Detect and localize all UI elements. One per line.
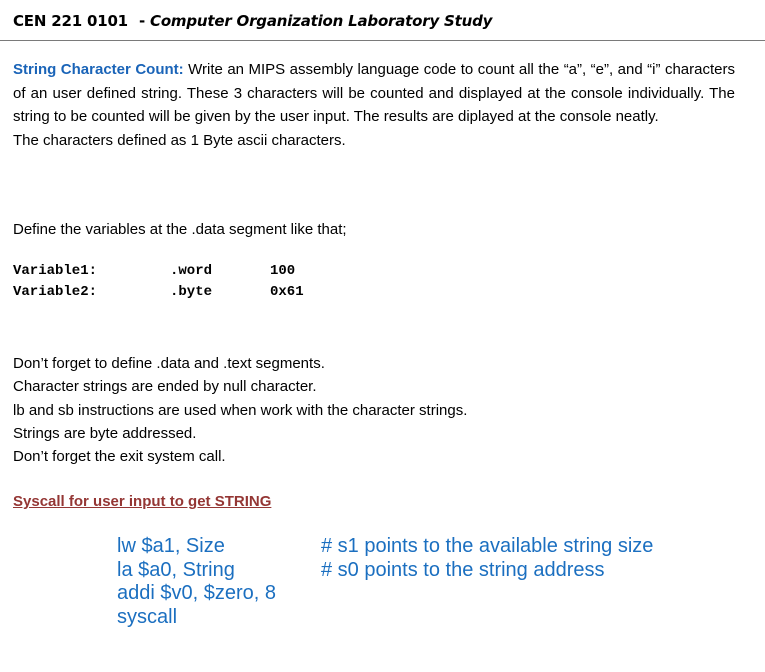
code-instruction: addi $v0, $zero, 8 (117, 582, 276, 604)
note-item: Character strings are ended by null character. (13, 378, 317, 396)
variable-value: 100 (270, 263, 296, 279)
code-line (117, 535, 654, 559)
intro-body: Write an MIPS assembly language code to count all the “a”, “e”, and “i” characters of an user defined string. These 3 characters will be counted and displayed at the console individually. The string to be counted will be given by the user input. The results are diplayed at the console neatly. (13, 61, 735, 125)
note-item: Don’t forget the exit system call. (13, 448, 226, 466)
code-instruction: syscall (117, 605, 178, 628)
syscall-code-block (117, 535, 654, 629)
variable-name: Variable2: (13, 284, 98, 300)
syscall-heading: Syscall for user input to get STRING (13, 493, 272, 510)
page-title (13, 12, 492, 30)
define-instruction: Define the variables at the .data segment like that; (13, 221, 347, 238)
course-code: CEN 221 0101 (13, 12, 128, 30)
note-item: lb and sb instructions are used when work with the character strings. (13, 401, 468, 419)
note-item: Strings are byte addressed. (13, 424, 197, 442)
note-item: Don’t forget to define .data and .text segments. (13, 355, 325, 372)
variable-type: .word (170, 263, 213, 279)
code-line (117, 606, 276, 630)
notes-list (13, 352, 467, 468)
code-line (117, 558, 605, 583)
header-divider (0, 40, 765, 41)
intro-heading: String Character Count: (13, 61, 184, 78)
course-title: Computer Organization Laboratory Study (150, 12, 493, 30)
variable-name: Variable1: (13, 263, 98, 279)
code-comment: # s0 points to the string address (321, 558, 605, 581)
intro-paragraph (13, 58, 735, 152)
variable-value: 0x61 (270, 284, 304, 300)
intro-note: The characters defined as 1 Byte ascii characters. (13, 131, 346, 149)
code-instruction: la $a0, String (117, 558, 235, 581)
title-separator: - (138, 12, 145, 30)
code-comment: # s1 points to the available string size (321, 535, 654, 557)
variable-type: .byte (170, 284, 213, 300)
code-instruction: lw $a1, Size (117, 535, 225, 557)
code-line (117, 582, 276, 606)
